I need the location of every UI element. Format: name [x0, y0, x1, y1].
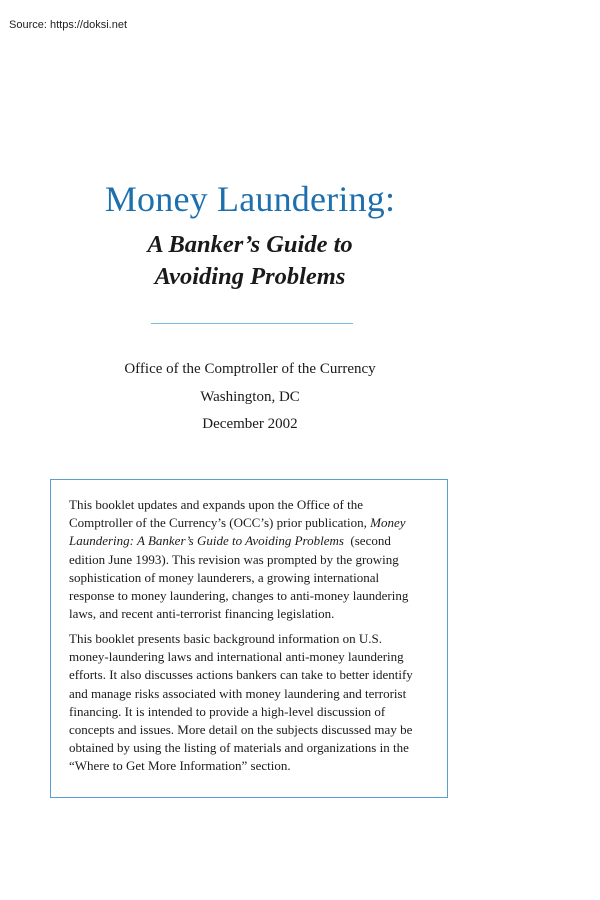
publication-date: December 2002: [202, 416, 298, 432]
text-segment: Comptroller of the Currency’s (OCC’s) prior publication,: [69, 515, 371, 531]
subtitle-line: A Banker’s Guide to: [147, 231, 353, 258]
text-line: edition June 1993). This revision was prompted by the growing: [69, 551, 399, 567]
title-divider: [151, 323, 353, 324]
location: Washington, DC: [200, 388, 300, 405]
summary-paragraph-2: [69, 630, 447, 776]
text-line: concepts and issues. More detail on the subjects discussed may be: [69, 722, 413, 738]
text-line: This booklet updates and expands upon the Office of the: [69, 497, 363, 512]
text-line: [69, 532, 447, 550]
text-line: obtained by using the listing of materials and organizations in the: [69, 740, 409, 756]
subtitle-line: Avoiding Problems: [154, 263, 346, 290]
text-line: efforts. It also discusses actions bankers can take to better identify: [69, 667, 413, 683]
publication-title-italic: Money: [370, 515, 406, 531]
publisher: Office of the Comptroller of the Currency: [124, 361, 376, 377]
text-line: and manage risks associated with money laundering and terrorist: [69, 685, 407, 701]
summary-paragraph-1: [69, 496, 447, 623]
text-line: sophistication of money launderers, a growing international: [69, 569, 380, 585]
publication-title-italic: Laundering: A Banker’s Guide to Avoiding Problems: [69, 533, 344, 549]
text-segment: (second: [343, 533, 391, 549]
summary-box: [50, 479, 448, 798]
text-line: laws, and recent anti-terrorist financing legislation.: [69, 606, 335, 622]
source-label[interactable]: Source: https://doksi.net: [9, 19, 128, 31]
publication-info: [0, 356, 500, 439]
text-line: “Where to Get More Information” section.: [69, 758, 291, 774]
document-subtitle: [0, 229, 500, 293]
text-line: financing. It is intended to provide a high-level discussion of: [69, 703, 386, 719]
text-line: [69, 514, 447, 532]
text-line: response to money laundering, changes to anti-money laundering: [69, 588, 409, 604]
text-line: money-laundering laws and international anti-money laundering: [69, 649, 404, 665]
document-title: Money Laundering:: [104, 179, 396, 219]
text-line: This booklet presents basic background information on U.S.: [69, 631, 383, 646]
